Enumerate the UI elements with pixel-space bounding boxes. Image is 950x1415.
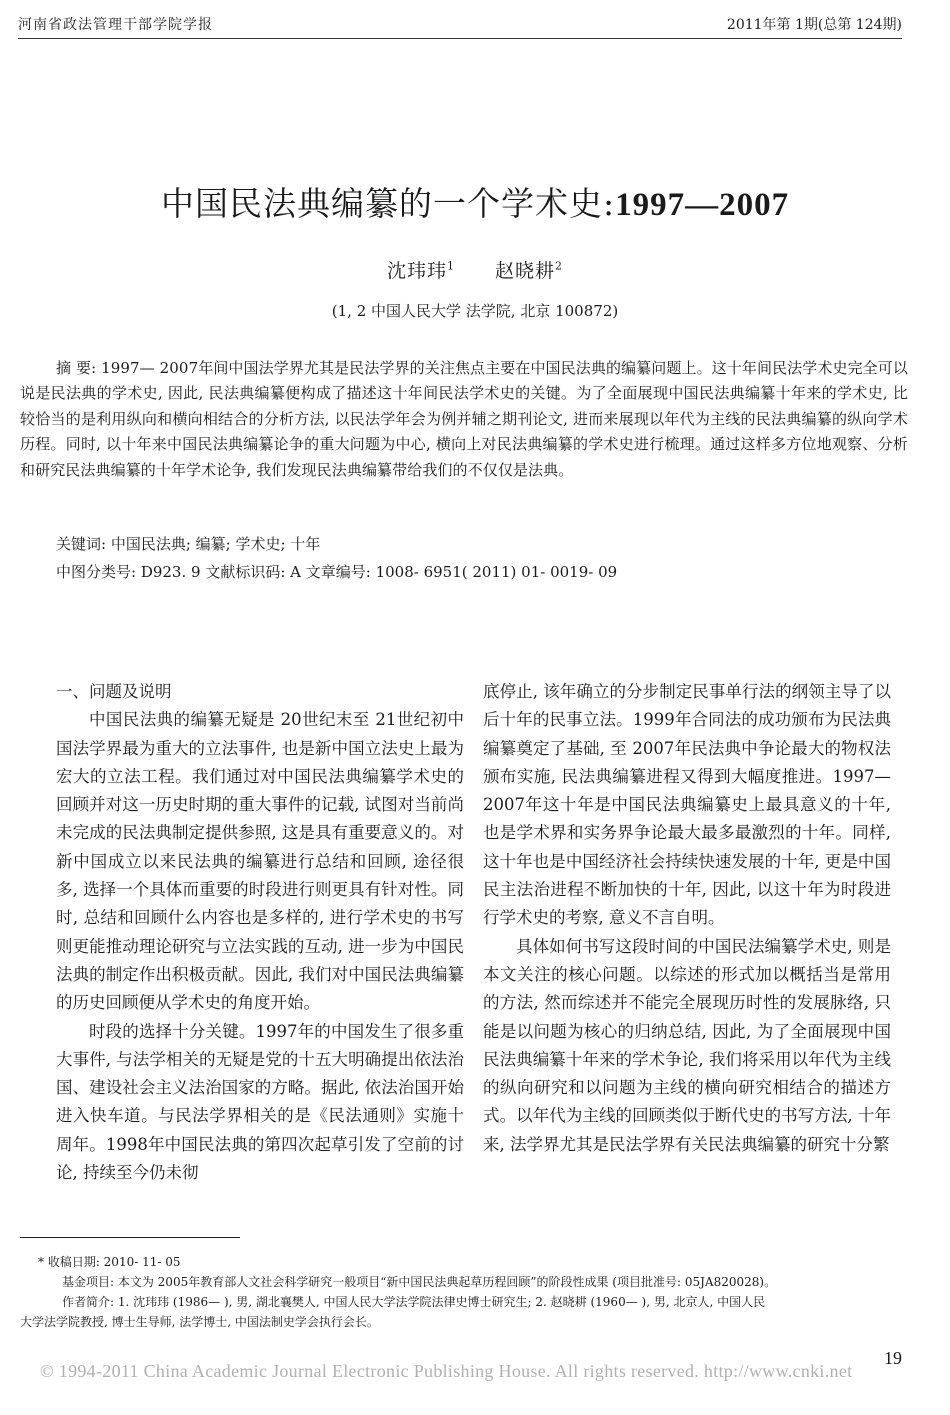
footnote-bio-continued: 大学法学院教授, 博士生导师, 法学博士, 中国法制史学会执行会长。 <box>20 1315 379 1329</box>
footnote-divider <box>20 1237 240 1238</box>
abstract-text: 摘 要: 1997— 2007年间中国法学界尤其是民法学界的关注焦点主要在中国民法典的编纂问题上。这十年间民法学术史完全可以说是民法典的学术史, 因此, 民法典编纂便构成了描述这十年间民法学术史的关键。为了全面展现中国民法典编纂十年来的学术史, 比较恰当的是利用纵向和横向相结合的分析方法, 以民法学年会为例并辅之期刊论文, 进而来展现以年代为主线的民法典编纂的纵向学术历程。同时, 以十年来中国民法典编纂论争的重大问题为中心, 横向上对民法典编纂的学术史进行梳理。通过这样多方位地观察、分析和研究民法典编纂的十年学术论争, 我们发现民法典编纂带给我们的不仅仅是法典。 <box>20 359 908 479</box>
footnote-received: * 收稿日期: 2010- 11- 05 <box>38 1255 181 1269</box>
footnotes <box>20 1252 910 1332</box>
section-heading: 一、问题及说明 <box>56 682 172 701</box>
paragraph: 时段的选择十分关键。1997年的中国发生了很多重大事件, 与法学相关的无疑是党的十五大明确提出依法治国、建设社会主义法治国家的方略。据此, 依法治国开始进入快车道。与民法学界相关的是《民法通则》实施十周年。1998年中国民法典的第四次起草引发了空前的讨论, 持续至今仍未彻 <box>56 1021 464 1183</box>
body-column-left <box>56 678 464 1187</box>
paragraph: 底停止, 该年确立的分步制定民事单行法的纲领主导了以后十年的民事立法。1999年合同法的成功颁布为民法典编纂奠定了基础, 至 2007年民法典中争论最大的物权法颁布实施, 民法典编纂进程又得到大幅度推进。1997— 2007年这十年是中国民法典编纂史上最具意义的十年, 也是学术界和实务界争论最大最多最激烈的十年。同样, 这十年也是中国经济社会持续快速发展的十年, 更是中国民主法治进程不断加快的十年, 因此, 以这十年为时段进行学术史的考察, 意义不言自明。 <box>483 682 891 928</box>
author-line <box>0 256 950 283</box>
copyright-watermark: © 1994-2011 China Academic Journal Electronic Publishing House. All rights reserved. http://www.cnki.net <box>40 1361 853 1381</box>
article-title-main: 中国民法典编纂的一个学术史: <box>160 184 616 223</box>
paragraph: 具体如何书写这段时间的中国民法编纂学术史, 则是本文关注的核心问题。以综述的形式加以概括当是常用的方法, 然而综述并不能完全展现历时性的发展脉络, 只能是以问题为核心的归纳总结, 因此, 为了全面展现中国民法典编纂十年来的学术争论, 我们将采用以年代为主线的纵向研究和以问题为主线的横向研究相结合的描述方式。以年代为主线的回顾类似于断代史的书写方法, 十年来, 法学界尤其是民法学界有关民法典编纂的研究十分繁 <box>483 936 891 1154</box>
paragraph: 中国民法典的编纂无疑是 20世纪末至 21世纪初中国法学界最为重大的立法事件, 也是新中国立法史上最为宏大的立法工程。我们通过对中国民法典编纂学术史的回顾并对这一历史时期的重大事件的记载, 试图对当前尚未完成的民法典制定提供参照, 这是具有重要意义的。对新中国成立以来民法典的编纂进行总结和回顾, 途径很多, 选择一个具体而重要的时段进行则更具有针对性。同时, 总结和回顾什么内容也是多样的, 进行学术史的书写则更能推动理论研究与立法实践的互动, 进一步为中国民法典的制定作出积极贡献。因此, 我们对中国民法典编纂的历史回顾便从学术史的角度开始。 <box>56 710 464 1013</box>
journal-name: 河南省政法管理干部学院学报 <box>18 17 213 33</box>
author-2-affil-mark: 2 <box>555 259 564 273</box>
running-header <box>18 8 902 39</box>
footnote-fund: 基金项目: 本文为 2005年教育部人文社会科学研究一般项目“新中国民法典起草历程回顾”的阶段性成果 (项目批准号: 05JA820028)。 <box>62 1275 777 1289</box>
affiliation: (1, 2 中国人民大学 法学院, 北京 100872) <box>331 302 619 320</box>
article-title-years: 1997—2007 <box>615 187 790 223</box>
footnote-bio: 作者简介: 1. 沈玮玮 (1986— ), 男, 湖北襄樊人, 中国人民大学法学院法律史博士研究生; 2. 赵晓耕 (1960— ), 男, 北京人, 中国人民 <box>62 1295 766 1309</box>
abstract <box>20 356 908 483</box>
author-1: 沈玮玮 <box>386 260 447 282</box>
keywords: 关键词: 中国民法典; 编纂; 学术史; 十年 <box>56 535 321 553</box>
classification-line: 中图分类号: D923. 9 文献标识码: A 文章编号: 1008- 6951( 2011) 01- 0019- 09 <box>56 563 618 581</box>
author-1-affil-mark: 1 <box>447 259 455 273</box>
author-2: 赵晓耕 <box>495 260 556 282</box>
page-number: 19 <box>884 1348 902 1368</box>
body-column-right <box>483 678 891 1159</box>
article-title <box>0 178 950 225</box>
issue-info: 2011年第 1期(总第 124期) <box>726 17 902 33</box>
